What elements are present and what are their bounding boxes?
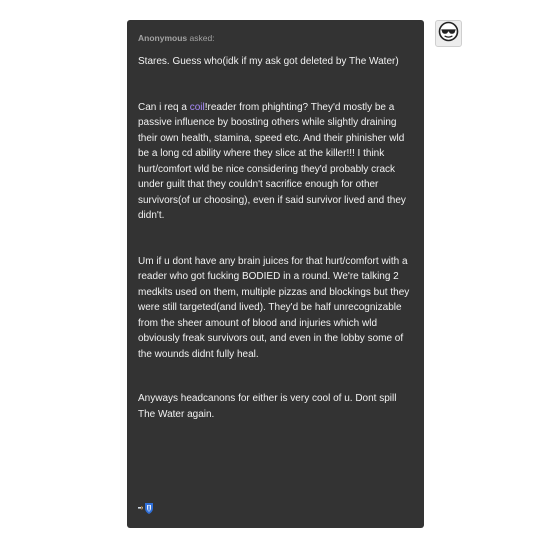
coil-link[interactable]: coil bbox=[189, 101, 205, 113]
sword-shield-emoji-icon bbox=[138, 501, 156, 515]
ask-paragraph-4: Anyways headcanons for either is very cool of u. Dont spill The Water again. bbox=[138, 393, 397, 420]
asker-name[interactable]: Anonymous bbox=[138, 33, 188, 43]
ask-card bbox=[127, 20, 424, 528]
ask-paragraph-1: Stares. Guess who(idk if my ask got deleted by The Water) bbox=[138, 56, 399, 67]
ask-paragraph-2 bbox=[138, 100, 413, 224]
ask-paragraph-2-before: Can i req a bbox=[138, 101, 190, 113]
asker-suffix: asked: bbox=[187, 33, 215, 43]
ask-paragraph-3: Um if u dont have any brain juices for that hurt/comfort with a reader who got fucking BODIED in a round. We're talking 2 medkits used on them, multiple pizzas and blockings but they were still targeted(and lived). They'd be half unrecognizable from the sheer amount of blood and injuries which wld obviously freak survivors out, and even in the lobby some of the wounds didnt fully heal. bbox=[138, 255, 410, 360]
ask-paragraph-2-after: !reader from phighting? They'd mostly be a passive influence by boosting others while slightly draining their own health, stamina, speed etc. And their phinisher wld be a long cd ability where they slice at the killer!!! I think hurt/comfort wld be nice considering they'd probably crack under guilt that they couldn't sacrifice enough for other survivors(of ur choosing), even if said survivor lived and they didn't. bbox=[138, 101, 406, 221]
anonymous-sunglasses-avatar-icon bbox=[438, 21, 459, 47]
asker-line bbox=[138, 32, 413, 44]
anonymous-avatar[interactable] bbox=[435, 20, 462, 47]
